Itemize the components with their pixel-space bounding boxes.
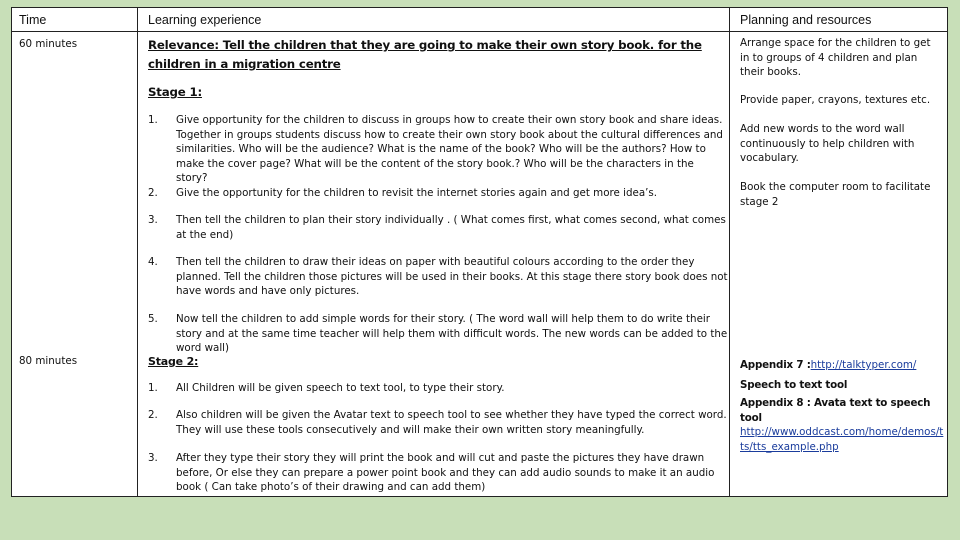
appendix7: [740, 353, 945, 392]
step-number: 4.: [148, 256, 158, 268]
appendix7-label: Appendix 7 :: [740, 359, 811, 371]
resource-provide-paper: Provide paper, crayons, textures etc.: [740, 94, 931, 106]
appendix8-link[interactable]: http://www.oddcast.com/home/demos/tts/tts_example.php: [740, 426, 944, 453]
step-number: 2.: [148, 409, 158, 421]
relevance-heading: Relevance: Tell the children that they are going to make their own story book. for the children in a migration centre: [148, 38, 702, 71]
step-number: 1.: [148, 382, 158, 394]
stage2-step-1: All Children will be given speech to text tool, to type their story.: [176, 382, 505, 394]
stage1-step-2: Give the opportunity for the children to revisit the internet stories again and get more idea’s.: [176, 187, 658, 199]
stage1-heading: Stage 1:: [148, 85, 202, 99]
header-time: Time: [19, 13, 47, 27]
step-number: 3.: [148, 452, 158, 464]
step-number: 2.: [148, 187, 158, 199]
stage2-step-2: Also children will be given the Avatar text to speech tool to see whether they have typed the correct word. They will use these tools consecutively and will make their own written story meaningfully.: [176, 409, 727, 436]
appendix8-label: Appendix 8 : Avata text to speech tool: [740, 397, 931, 424]
column-divider-planning: [729, 8, 730, 496]
section1-time: 60 minutes: [19, 38, 78, 50]
appendix8: [740, 396, 945, 454]
appendix7-link[interactable]: http://talktyper.com/: [810, 359, 917, 371]
column-divider-time: [137, 8, 138, 496]
section2-time: 80 minutes: [19, 355, 78, 367]
stage2-heading: Stage 2:: [148, 355, 199, 368]
resource-word-wall: Add new words to the word wall continuously to help children with vocabulary.: [740, 123, 915, 165]
header-planning-resources: Planning and resources: [740, 13, 872, 27]
resource-arrange-space: Arrange space for the children to get in to groups of 4 children and plan their books.: [740, 37, 931, 79]
header-learning-experience: Learning experience: [148, 13, 262, 27]
stage1-step-3: Then tell the children to plan their story individually . ( What comes first, what comes second, what comes at the end): [176, 214, 726, 241]
stage1-step-4: Then tell the children to draw their ideas on paper with beautiful colours according to the order they planned. Tell the children those pictures will be used in their books. At this stage there story book does not have words and have only pictures.: [176, 256, 728, 298]
appendix7-desc: Speech to text tool: [740, 378, 848, 391]
step-number: 5.: [148, 313, 158, 325]
header-row-divider: [12, 31, 947, 32]
step-number: 3.: [148, 214, 158, 226]
lesson-plan-table: [11, 7, 948, 497]
resource-computer-room: Book the computer room to facilitate stage 2: [740, 181, 931, 208]
stage2-step-3: After they type their story they will print the book and will cut and paste the pictures they have drawn before, Or else they can prepare a power point book and they can add audio sounds to make it an audio book ( Can take photo’s of their drawing and can add them): [176, 452, 715, 494]
step-number: 1.: [148, 114, 158, 126]
stage1-step-5: Now tell the children to add simple words for their story. ( The word wall will help them to do write their story and at the same time teacher will help them with difficult words. The new words can be added to the word wall): [176, 313, 728, 355]
stage1-step-1: Give opportunity for the children to discuss in groups how to create their own story book and share ideas. Together in groups students discuss how to create their own story book about the cultural differences and similarities. Who will be the audience? What is the name of the book? Who will be the authors? How to make the cover page? What will be the content of the story book.? Who will be the characters in the story?: [176, 114, 723, 185]
